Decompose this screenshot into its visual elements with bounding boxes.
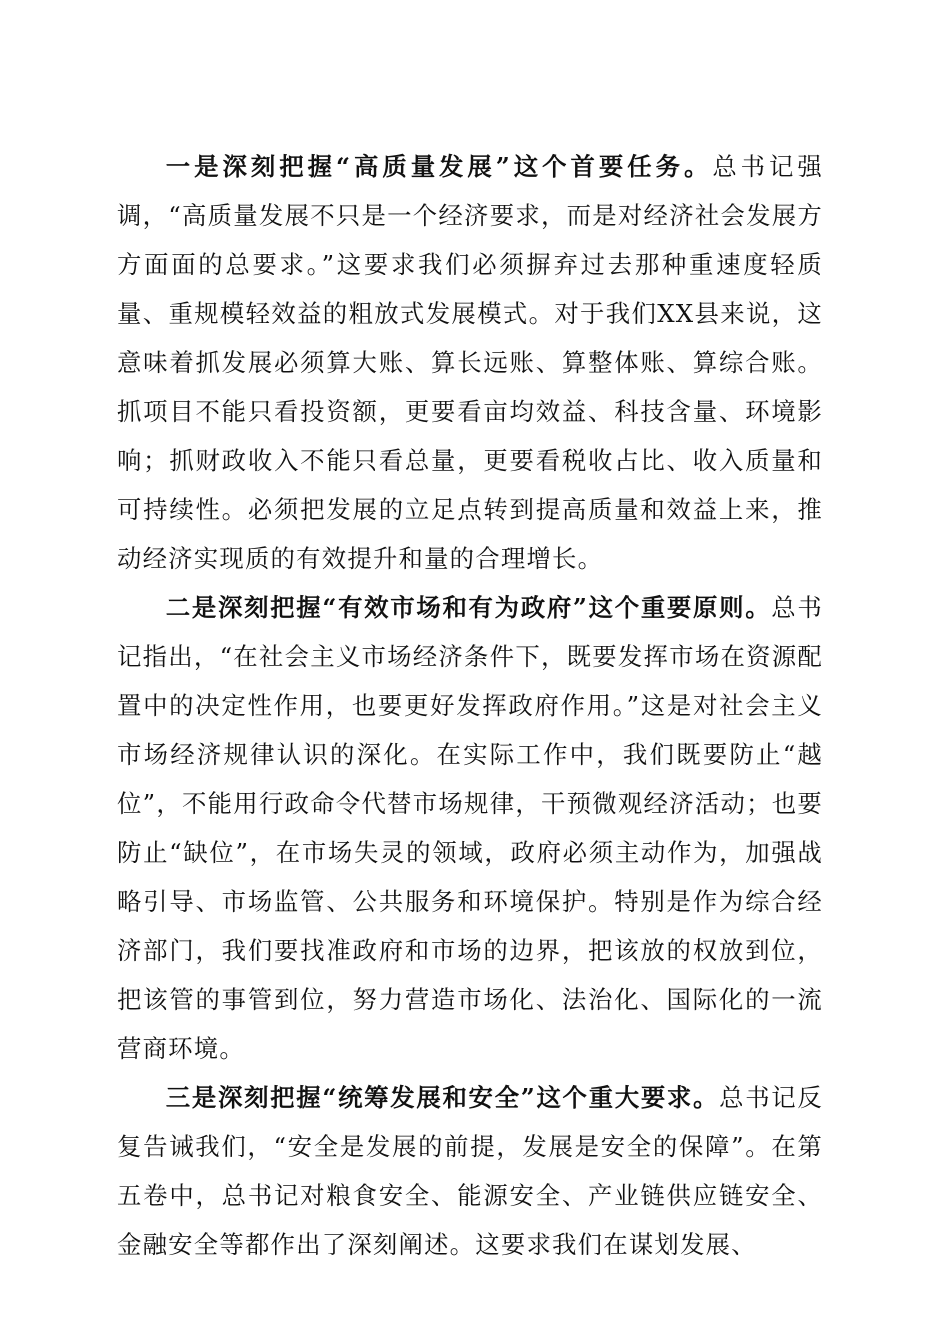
paragraph-1-body: 总书记强调，“高质量发展不只是一个经济要求，而是对经济社会发展方方面面的总要求。”这要求我们必须摒弃过去那种重速度轻质量、重规模轻效益的粗放式发展模式。对于我们XX县来说，这意味着抓发展必须算大账、算长远账、算整体账、算综合账。抓项目不能只看投资额，更要看亩均效益、科技含量、环境影响；抓财政收入不能只看总量，更要看税收占比、收入质量和可持续性。必须把发展的立足点转到提高质量和效益上来，推动经济实现质的有效提升和量的合理增长。 [117,152,823,573]
paragraph-2-body: 总书记指出，“在社会主义市场经济条件下，既要发挥市场在资源配置中的决定性作用，也要更好发挥政府作用。”这是对社会主义市场经济规律认识的深化。在实际工作中，我们既要防止“越位”，不能用行政命令代替市场规律，干预微观经济活动；也要防止“缺位”，在市场失灵的领域，政府必须主动作为，加强战略引导、市场监管、公共服务和环境保护。特别是作为综合经济部门，我们要找准政府和市场的边界，把该放的权放到位，把该管的事管到位，努力营造市场化、法治化、国际化的一流营商环境。 [117,593,823,1063]
paragraph-3 [117,1073,823,1269]
paragraph-3-body: 总书记反复告诫我们，“安全是发展的前提，发展是安全的保障”。在第五卷中，总书记对粮食安全、能源安全、产业链供应链安全、金融安全等都作出了深刻阐述。这要求我们在谋划发展、 [117,1083,823,1259]
document-body [117,142,823,1269]
paragraph-2-lead: 二是深刻把握“有效市场和有为政府”这个重要原则。 [165,593,772,622]
paragraph-1 [117,142,823,583]
paragraph-2 [117,583,823,1073]
paragraph-3-lead: 三是深刻把握“统筹发展和安全”这个重大要求。 [165,1083,720,1112]
paragraph-1-lead: 一是深刻把握“高质量发展”这个首要任务。 [165,152,713,181]
